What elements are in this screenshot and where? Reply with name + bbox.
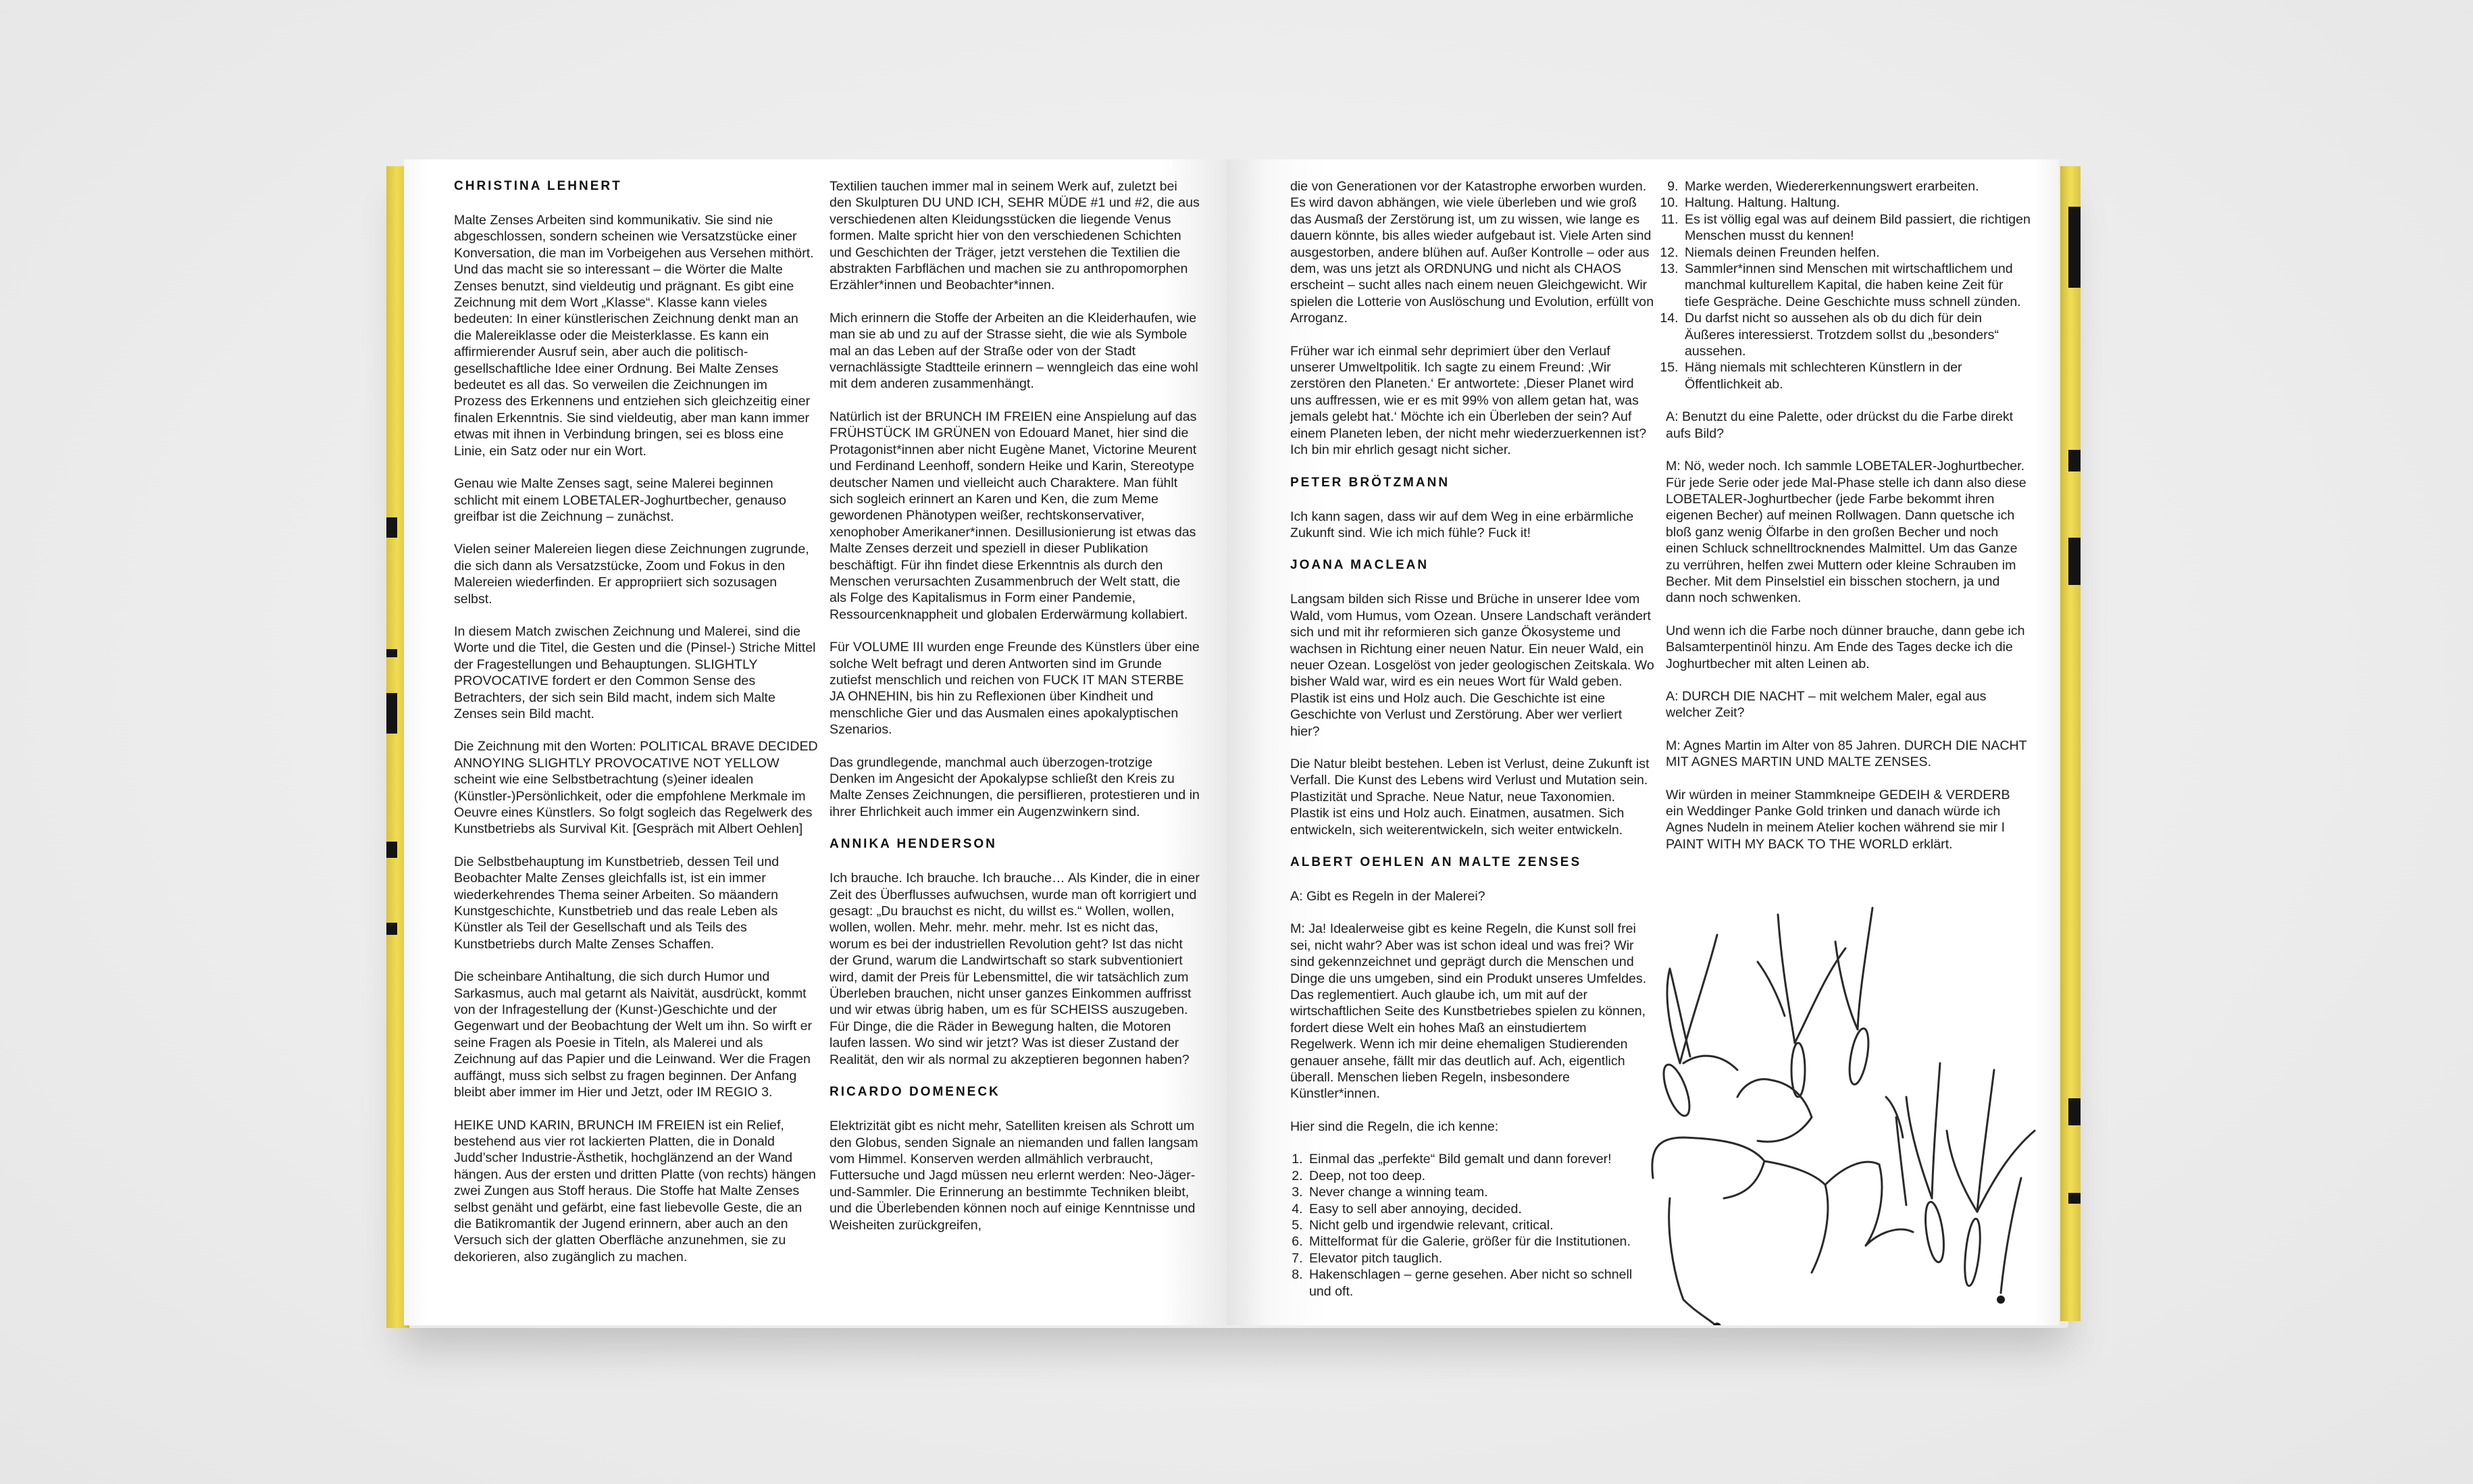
edge-mark: [386, 923, 397, 935]
rules-list-item: 8. Hakenschlagen – gerne gesehen. Aber nicht so schnell und oft.: [1306, 1266, 1655, 1300]
body-paragraph: Langsam bilden sich Risse und Brüche in unserer Idee vom Wald, vom Humus, vom Ozean. Unsere Landschaft verändert sich und mit ihr reformieren sich ganze Ökosysteme und wachsen in Richtung einer neuen Natur. Ein neuer Wald, ein neuer Ozean. Losgelöst von jeder geologischen Zeitskala. Wo bisher Wald war, wird es ein neues Wort für Wald geben. Plastik ist eins und Holz auch. Die Geschichte ist eine Geschichte von Verlust und Zerstörung. Aber wer verliert hier?: [1290, 592, 1654, 739]
column-1: [454, 178, 819, 1281]
body-paragraph: M: Ja! Idealerweise gibt es keine Regeln, die Kunst soll frei sei, nicht wahr? Aber was ist schon ideal und was frei? Wir sind gekennzeichnet und geprägt durch die Menschen und Dinge die uns umgeben, sind ein Produkt unseres Umfeldes. Das reglementiert. Auch glaube ich, um mit auf der wirtschaftlichen Seite des Kunstbetriebes spielen zu können, fordert diese Welt ein hohes Maß an einstudiertem Regelwerk. Wenn ich mir deine ehemaligen Studierenden genauer ansehe, fällt mir das deutlich auf. Ach, eigentlich überall. Menschen lieben Regeln, insbesondere Künstler*innen.: [1290, 921, 1647, 1102]
rules-list-item: 6. Mittelformat für die Galerie, größer für die Institutionen.: [1306, 1233, 1655, 1250]
body-paragraph: Textilien tauchen immer mal in seinem Werk auf, zuletzt bei den Skulpturen DU UND ICH, SEHR MÜDE #1 und #2, die aus verschiedenen alten Kleidungsstücken die liegende Venus formen. Malte spricht hier von den verschiedenen Schichten und Geschichten der Träger, jetzt verstehen die Textilien die abstrakten Farbflächen und machen sie zu anthropomorphen Erzähler*innen und Beobachter*innen.: [830, 179, 1200, 293]
body-paragraph: Das grundlegende, manchmal auch überzogen-trotzige Denken im Angesicht der Apokalypse schließt den Kreis zu Malte Zenses Zeichnungen, die persiflieren, protestieren und in ihrer Ehrlichkeit auch immer ein Augenzwinkern sind.: [830, 754, 1200, 819]
right-page: [1227, 159, 2059, 1325]
section-heading: ALBERT OEHLEN AN MALTE ZENSES: [1290, 855, 1582, 869]
body-paragraph: A: Gibt es Regeln in der Malerei?: [1290, 889, 1485, 904]
column-2: [830, 178, 1200, 1250]
right-page-edge: [2060, 166, 2081, 1321]
edge-mark: [2068, 538, 2081, 585]
edge-mark: [2068, 1098, 2081, 1125]
body-paragraph: A: Benutzt du eine Palette, oder drückst du die Farbe direkt aufs Bild?: [1666, 409, 2014, 441]
edge-mark: [2068, 1193, 2081, 1204]
rules-list-item: 10. Haltung. Haltung. Haltung.: [1682, 195, 2031, 211]
rules-list-item: 9. Marke werden, Wiedererkennungswert erarbeiten.: [1682, 178, 2031, 195]
scissors-line-drawing: [1643, 894, 2048, 1325]
column-4: [1666, 178, 2031, 869]
body-paragraph: Genau wie Malte Zenses sagt, seine Malerei beginnen schlicht mit einem LOBETALER-Joghurtbecher, genauso greifbar ist die Zeichnung – zunächst.: [454, 476, 786, 524]
magazine-spread: [386, 159, 2081, 1321]
body-paragraph: M: Agnes Martin im Alter von 85 Jahren. DURCH DIE NACHT MIT AGNES MARTIN UND MALTE ZENSES.: [1666, 738, 2027, 770]
rules-list-item: 15. Häng niemals mit schlechteren Künstlern in der Öffentlichkeit ab.: [1682, 359, 2031, 392]
edge-mark: [2068, 450, 2081, 471]
body-paragraph: Die Zeichnung mit den Worten: POLITICAL BRAVE DECIDED ANNOYING SLIGHTLY PROVOCATIVE NOT YELLOW scheint wie eine Selbstbetrachtung (s)einer idealen (Künstler-)Persönlichkeit, oder die empfohlene Merkmale im Oeuvre eines Künstlers. So folgt sogleich das Regelwerk des Kunstbetriebs als Survival Kit. [Gespräch mit Albert Oehlen]: [454, 739, 818, 837]
rules-list: [1290, 1151, 1655, 1300]
left-page: [404, 159, 1227, 1325]
body-paragraph: Früher war ich einmal sehr deprimiert über den Verlauf unserer Umweltpolitik. Ich sagte zu einem Freund: ‚Wir zerstören den Planeten.‘ Er antwortete: ‚Dieser Planet wird uns auffressen, wie er es mit 99% von allem getan hat, was jemals gelebt hat.‘ Möchte ich ein Überleben der sein? Auf einem Planeten leben, der nicht mehr wiederzuerkennen ist? Ich bin mir ehrlich gesagt nicht sicher.: [1290, 343, 1647, 458]
rules-list-item: 4. Easy to sell aber annoying, decided.: [1306, 1201, 1655, 1217]
rules-list-item: 7. Elevator pitch tauglich.: [1306, 1250, 1655, 1266]
body-paragraph: Die Natur bleibt bestehen. Leben ist Verlust, deine Zukunft ist Verfall. Die Kunst des Lebens wird Verlust und Mutation sein. Plastizität und Sprache. Neue Natur, neue Taxonomien. Plastik ist eins und Holz auch. Einatmen, ausatmen. Sich entwickeln, sich weiterentwickeln, sich weiter entwickeln.: [1290, 756, 1650, 838]
body-paragraph: A: DURCH DIE NACHT – mit welchem Maler, egal aus welcher Zeit?: [1666, 688, 1987, 721]
rules-list-item: 1. Einmal das „perfekte“ Bild gemalt und dann forever!: [1306, 1151, 1655, 1167]
section-heading: RICARDO DOMENECK: [830, 1085, 1000, 1100]
body-paragraph: Hier sind die Regeln, die ich kenne:: [1290, 1119, 1499, 1134]
body-paragraph: Für VOLUME III wurden enge Freunde des Künstlers über eine solche Welt befragt und deren Antworten sind im Grunde zutiefst menschlich und reichen von FUCK IT MAN STERBE JA OHNEHIN, bis hin zu Reflexionen über Kindheit und menschliche Gier und das Ausmalen eines apokalyptischen Szenarios.: [830, 640, 1200, 738]
body-paragraph: Elektrizität gibt es nicht mehr, Satelliten kreisen als Schrott um den Globus, senden Signale an niemanden und fallen langsam vom Himmel. Konserven werden allmählich verbraucht, Futtersuche und Jagd müssen neu erlernt werden: Neo-Jäger-und-Sammler. Die Erinnerung an bestimmte Techniken bleibt, und die Überlebenden können noch auf einige Kenntnisse und Weisheiten zurückgreifen,: [830, 1119, 1198, 1233]
body-paragraph: Malte Zenses Arbeiten sind kommunikativ. Sie sind nie abgeschlossen, sondern scheinen wie Versatzstücke einer Konversation, die man im Vorbeigehen aus Versehen mithört. Und das macht sie so interessant – die Wörter die Malte Zenses benutzt, sind vieldeutig und prägnant. Es gibt eine Zeichnung mit dem Wort „Klasse“. Klasse kann vieles bedeuten: In einer künstlerischen Zeichnung denkt man an die Malereiklasse oder die Meisterklasse. Es kann ein affirmierender Ausruf sein, aber auch die politisch-gesellschaftliche Idee einer Ordnung. Bei Malte Zenses bedeutet es all das. So verweilen die Zeichnungen im Prozess des Erkennens und entziehen sich gleichzeitig einer finalen Erkenntnis. Sie sind vieldeutig, aber man kann immer etwas mit ihnen in Verbindung bringen, sei es bloss eine Linie, ein Satz oder nur ein Wort.: [454, 213, 814, 459]
body-paragraph: Wir würden in meiner Stammkneipe GEDEIH & VERDERB ein Weddinger Panke Gold trinken und danach würde ich Agnes Nudeln in meinem Atelier kochen während sie mir I PAINT WITH MY BACK TO THE WORLD erklärt.: [1666, 787, 2010, 852]
section-heading: JOANA MACLEAN: [1290, 558, 1429, 573]
column-3: [1290, 178, 1655, 1316]
body-paragraph: Vielen seiner Malereien liegen diese Zeichnungen zugrunde, die sich dann als Versatzstücke, Zoom und Fokus in den Malereien wiederfinden. Er appropriiert sich sozusagen selbst.: [454, 542, 809, 607]
edge-mark: [386, 649, 397, 657]
section-heading: ANNIKA HENDERSON: [830, 837, 997, 852]
body-paragraph: Und wenn ich die Farbe noch dünner brauche, dann gebe ich Balsamterpentinöl hinzu. Am Ende des Tages decke ich die Joghurtbecher mit alten Leinen ab.: [1666, 623, 2025, 671]
body-paragraph: In diesem Match zwischen Zeichnung und Malerei, sind die Worte und die Titel, die Gesten und die (Pinsel-) Striche Mittel der Fragestellungen und Behauptungen. SLIGHTLY PROVOCATIVE fordert er den Common Sense des Betrachters, der sich sein Bild macht, indem sich Malte Zenses sein Bild macht.: [454, 623, 816, 721]
section-heading: PETER BRÖTZMANN: [1290, 475, 1450, 490]
section-heading: CHRISTINA LEHNERT: [454, 179, 622, 193]
body-paragraph: Ich brauche. Ich brauche. Ich brauche… Als Kinder, die in einer Zeit des Überflusses aufwuchsen, wurde man oft korrigiert und gesagt: „Du brauchst es nicht, du willst es.“ Wollen, wollen, wollen, wollen. Mehr. mehr. mehr. mehr. Ist es nicht das, worum es bei der industriellen Revolution geht? Ist das nicht der Grund, warum die Landwirtschaft so stark subventioniert wird, damit der Preis für Lebensmittel, die wir tatsächlich zum Überleben brauchen, nicht unser ganzes Einkommen auffrisst und wir etwas übrig haben, um es für SCHEISS auszugeben. Für Dinge, die die Räder in Bewegung halten, die Motoren laufen lassen. Wo sind wir jetzt? Was ist dieser Zustand der Realität, den wir als normal zu akzeptieren begonnen haben?: [830, 871, 1200, 1067]
sketch-dot: [1997, 1296, 2005, 1304]
body-paragraph: HEIKE UND KARIN, BRUNCH IM FREIEN ist ein Relief, bestehend aus vier rot lackierten Platten, die in Donald Judd’scher Industrie-Ästhetik, hochglänzend an der Wand hängen. Aus der ersten und dritten Platte (von rechts) hängen zwei Zungen aus Stoff heraus. Die Stoffe hat Malte Zenses selbst genäht und gefärbt, eine fast liebevolle Geste, die an die Batikromantik der Jugend erinnern, aber auch an den Versuch sich der glatten Oberfläche anzunehmen, sie zu dekorieren, also zugänglich zu machen.: [454, 1117, 816, 1264]
edge-mark: [386, 842, 397, 858]
body-paragraph: M: Nö, weder noch. Ich sammle LOBETALER-Joghurtbecher. Für jede Serie oder jede Mal-Phase stelle ich dann also diese LOBETALER-Joghurtbecher (jede Farbe bekommt ihren eigenen Becher) auf meinen Rollwagen. Dann quetsche ich bloß ganz wenig Ölfarbe in den großen Becher und noch einen Schluck schnelltrocknendes Malmittel. Um das Ganze zu verrühren, helfen zwei Muttern oder kleine Schrauben im Becher. Mit dem Pinselstiel ein bisschen stochern, ja und dann noch schwenken.: [1666, 459, 2026, 606]
body-paragraph: Ich kann sagen, dass wir auf dem Weg in eine erbärmliche Zukunft sind. Wie ich mich fühle? Fuck it!: [1290, 509, 1634, 540]
body-paragraph: Natürlich ist der BRUNCH IM FREIEN eine Anspielung auf das FRÜHSTÜCK IM GRÜNEN von Edouard Manet, hier sind die Protagonist*innen aber nicht Eugène Manet, Victorine Meurent und Ferdinand Leenhoff, sondern Heike und Karin, Stereotype deutscher Namen und vielleicht auch Charaktere. Man fühlt sich sogleich erinnert an Karen und Ken, die zum Meme gewordenen Phänotypen weißer, rechtskonservativer, xenophober Amerikaner*innen. Desillusionierung ist etwas das Malte Zenses derzeit und speziell in dieser Publikation beschäftigt. Für ihn findet diese Erkenntnis als durch den Menschen verursachten Zusammenbruch der Welt statt, die als Folge des Kapitalismus in Form einer Pandemie, Ressourcenknappheit und globalen Erderwärmung kollabiert.: [830, 409, 1197, 622]
rules-list-item: 11. Es ist völlig egal was auf deinem Bild passiert, die richtigen Menschen musst du kennen!: [1682, 211, 2031, 245]
rules-list-item: 3. Never change a winning team.: [1306, 1184, 1655, 1200]
rules-list-item: 13. Sammler*innen sind Menschen mit wirtschaftlichem und manchmal kulturellem Kapital, die haben keine Zeit für tiefe Gespräche. Deine Geschichte muss schnell zünden.: [1682, 261, 2031, 310]
edge-mark: [386, 517, 397, 538]
rules-list-item: 12. Niemals deinen Freunden helfen.: [1682, 245, 2031, 261]
rules-list-item: 2. Deep, not too deep.: [1306, 1168, 1655, 1184]
body-paragraph: Die scheinbare Antihaltung, die sich durch Humor und Sarkasmus, auch mal getarnt als Naivität, ausdrückt, kommt von der Infragestellung der (Kunst-)Geschichte und der Gegenwart und der Beobachtung der Welt um ihn. So wirft er seine Fragen als Poesie in Titeln, als Malerei und als Zeichnung auf das Papier und die Leinwand. Wer die Fragen auffängt, muss sich selbst zu fragen beginnen. Der Anfang bleibt aber immer im Hier und Jetzt, oder IM REGIO 3.: [454, 969, 813, 1100]
body-paragraph: die von Generationen vor der Katastrophe erworben wurden. Es wird davon abhängen, wie viele überleben und wie groß das Ausmaß der Zerstörung ist, um zu wissen, wie lange es dauern könnte, bis alles wieder aufgebaut ist. Viele Arten sind ausgestorben, andere blühen auf. Außer Kontrolle – oder aus dem, was uns jetzt als ORDNUNG und nicht als CHAOS erscheint – sucht alles nach einem neuen Gleichgewicht. Wir spielen die Lotterie von Auslöschung und Evolution, erfüllt von Arroganz.: [1290, 179, 1654, 326]
rules-list-item: 5. Nicht gelb und irgendwie relevant, critical.: [1306, 1217, 1655, 1233]
edge-mark: [2068, 207, 2081, 288]
body-paragraph: Die Selbstbehauptung im Kunstbetrieb, dessen Teil und Beobachter Malte Zenses gleichfalls ist, ist ein immer wiederkehrendes Thema seiner Arbeiten. So mäandern Kunstgeschichte, Kunstbetrieb und das reale Leben als Künstler als Teil der Gesellschaft und als Teils des Kunstbetriebs durch Malte Zenses Schaffen.: [454, 854, 780, 952]
rules-list: [1666, 178, 2031, 392]
edge-mark: [386, 693, 397, 734]
body-paragraph: Mich erinnern die Stoffe der Arbeiten an die Kleiderhaufen, wie man sie ab und zu auf der Strasse sieht, die wie als Symbole mal an das Leben auf der Straße oder von der Stadt vernachlässigte Stadtteile erinnern – wenngleich das eine wohl mit dem anderen zusammenhängt.: [830, 310, 1198, 392]
rules-list-item: 14. Du darfst nicht so aussehen als ob du dich für dein Äußeres interessierst. Trotzdem sollst du „besonders“ aussehen.: [1682, 310, 2031, 359]
